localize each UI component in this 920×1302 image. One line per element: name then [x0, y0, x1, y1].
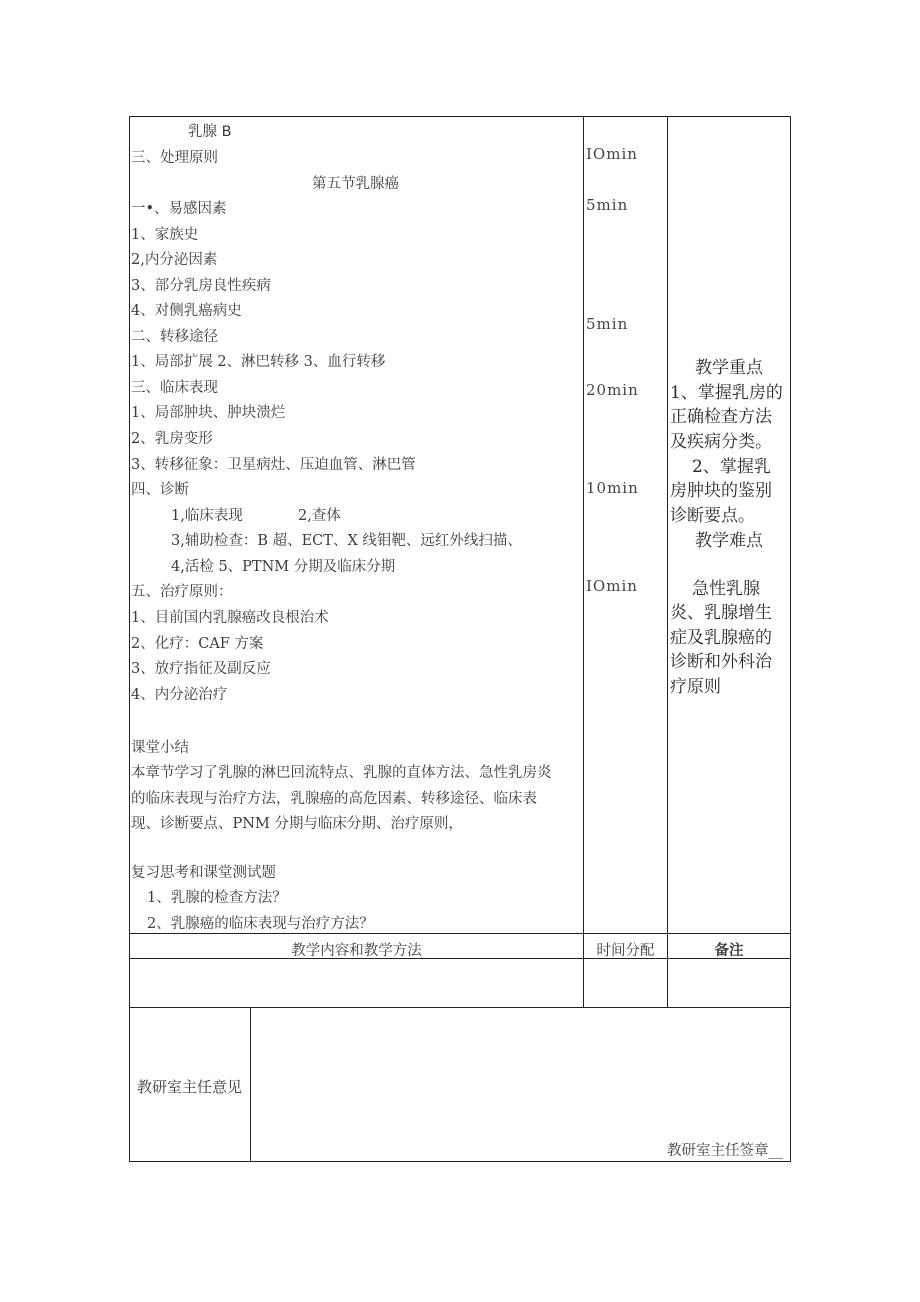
- director-opinion-label: 教研室主任意见: [137, 1078, 243, 1096]
- review-heading: 复习思考和课堂测试题: [131, 865, 276, 881]
- section-heading: 三、临床表现: [131, 380, 218, 396]
- content-line: 3、部分乳房良性疾病: [131, 278, 271, 294]
- content-line: 1、局部肿块、肿块溃烂: [131, 405, 286, 421]
- director-signature-label: 教研室主任签章__: [667, 1143, 783, 1159]
- difficulty-line: 疗原则: [670, 677, 721, 697]
- header-remarks: 备注: [714, 942, 744, 959]
- time-allocation: 5min: [586, 315, 629, 333]
- summary-line: 现、诊断要点、PNM 分期与临床分期、治疗原则，: [131, 816, 463, 832]
- time-allocation: 20min: [586, 381, 639, 399]
- column-divider-time: [583, 116, 584, 1008]
- content-line: 1、家族史: [131, 227, 199, 243]
- section-heading: 一•、易感因素: [131, 201, 227, 217]
- key-point-line: 及疾病分类。: [670, 432, 772, 452]
- header-content: 教学内容和教学方法: [291, 943, 422, 959]
- content-line: 4,活检 5、PTNM 分期及临床分期: [171, 559, 396, 575]
- section-heading: 四、诊断: [131, 482, 189, 498]
- difficulty-title: 教学难点: [695, 531, 763, 551]
- key-point-line: 正确检查方法: [670, 407, 772, 427]
- column-divider-remarks: [667, 116, 668, 1008]
- content-line: 3、放疗指征及副反应: [131, 661, 271, 677]
- difficulty-line: 症及乳腺癌的: [670, 628, 772, 648]
- header-time: 时间分配: [596, 943, 655, 959]
- key-point-line: 2、掌握乳: [692, 457, 771, 477]
- table-border-bottom: [129, 1161, 791, 1162]
- difficulty-line: 炎、乳腺增生: [670, 603, 772, 623]
- content-line: 3、转移征象：卫星病灶、压迫血管、淋巴管: [131, 457, 416, 473]
- table-border-right: [790, 116, 791, 1162]
- chapter-title: 第五节乳腺癌: [312, 176, 399, 192]
- section-heading: 五、治疗原则：: [131, 584, 233, 600]
- table-border-left: [129, 116, 130, 1162]
- review-question: 2、乳腺癌的临床表现与治疗方法？: [147, 916, 374, 932]
- content-line: 4、对侧乳癌病史: [131, 303, 242, 319]
- key-point-line: 诊断要点。: [670, 506, 755, 526]
- section-heading: 三、处理原则: [131, 150, 218, 166]
- time-allocation: IOmin: [586, 577, 638, 595]
- content-line: 1、局部扩展 2、淋巴转移 3、血行转移: [131, 354, 386, 370]
- table-border-top: [129, 116, 791, 117]
- key-point-line: 房肿块的鉴别: [670, 481, 772, 501]
- summary-line: 的临床表现与治疗方法，乳腺癌的高危因素、转移途径、临床表: [131, 791, 537, 807]
- key-point-line: 1、掌握乳房的: [670, 383, 783, 403]
- content-line: 2,查体: [298, 508, 341, 524]
- key-points-title: 教学重点: [695, 358, 763, 378]
- content-line: 3,辅助检查：B 超、ECT、X 线钼靶、远红外线扫描、: [171, 533, 522, 549]
- time-allocation: 10min: [586, 479, 639, 497]
- time-allocation: IOmin: [586, 145, 638, 163]
- summary-heading: 课堂小结: [131, 740, 189, 756]
- content-line: 1,临床表现: [171, 508, 243, 524]
- difficulty-line: 急性乳腺: [692, 579, 760, 599]
- content-line: 4、内分泌治疗: [131, 687, 228, 703]
- content-line: 2、乳房变形: [131, 431, 213, 447]
- content-line: 2,内分泌因素: [131, 252, 218, 268]
- director-divider: [250, 1007, 251, 1162]
- difficulty-line: 诊断和外科治: [670, 652, 772, 672]
- header-row-top: [129, 933, 791, 934]
- empty-row-bottom: [129, 1007, 791, 1008]
- time-allocation: 5min: [586, 196, 629, 214]
- summary-line: 本章节学习了乳腺的淋巴回流特点、乳腺的直体方法、急性乳房炎: [131, 765, 552, 781]
- content-line: 2、化疗：CAF 方案: [131, 636, 264, 652]
- section-heading: 二、转移途径: [131, 329, 218, 345]
- content-line: 乳腺 B: [188, 124, 232, 140]
- review-question: 1、乳腺的检查方法？: [147, 890, 287, 906]
- content-line: 1、目前国内乳腺癌改良根治术: [131, 610, 329, 626]
